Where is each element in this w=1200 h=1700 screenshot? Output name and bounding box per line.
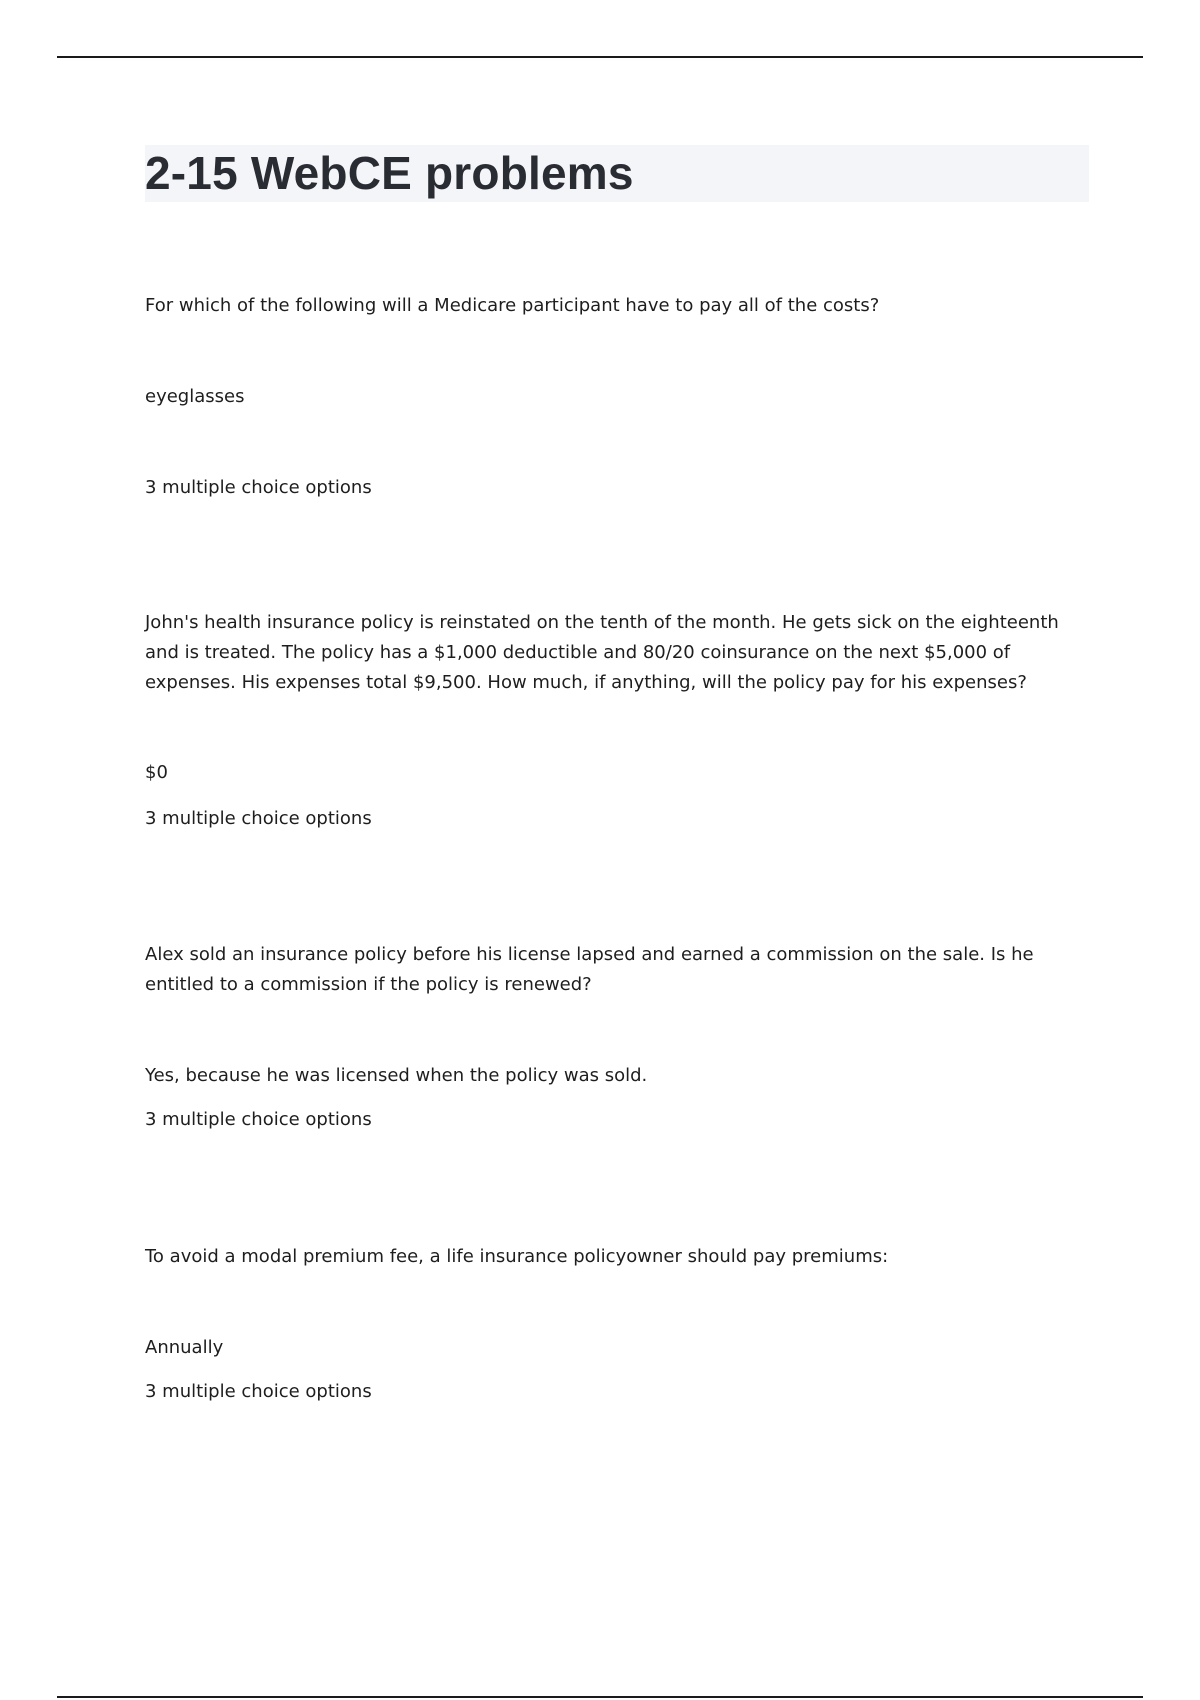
question-4-prompt: To avoid a modal premium fee, a life insurance policyowner should pay premiums:: [145, 1246, 889, 1267]
question-3-options-note: 3 multiple choice options: [145, 1109, 372, 1130]
bottom-divider: [57, 1696, 1143, 1698]
question-4-answer: Annually: [145, 1337, 224, 1358]
question-3-prompt: Alex sold an insurance policy before his license lapsed and earned a commission on the sale. Is he entitled to a commission if the policy is renewed?: [145, 944, 1034, 995]
question-2-answer: $0: [145, 762, 168, 783]
question-1-answer: eyeglasses: [145, 386, 245, 407]
question-2-prompt: John's health insurance policy is reinstated on the tenth of the month. He gets sick on the eighteenth and is treated. The policy has a $1,000 deductible and 80/20 coinsurance on the next $5,000 of expenses. His expenses total $9,500. How much, if anything, will the policy pay for his expenses?: [145, 612, 1059, 693]
page-title: 2-15 WebCE problems: [145, 147, 634, 199]
question-3-answer: Yes, because he was licensed when the policy was sold.: [145, 1065, 648, 1086]
top-divider: [57, 56, 1143, 58]
question-2-options-note: 3 multiple choice options: [145, 808, 372, 829]
question-1-options-note: 3 multiple choice options: [145, 477, 372, 498]
question-1-prompt: For which of the following will a Medicare participant have to pay all of the costs?: [145, 295, 880, 316]
question-4-options-note: 3 multiple choice options: [145, 1381, 372, 1402]
